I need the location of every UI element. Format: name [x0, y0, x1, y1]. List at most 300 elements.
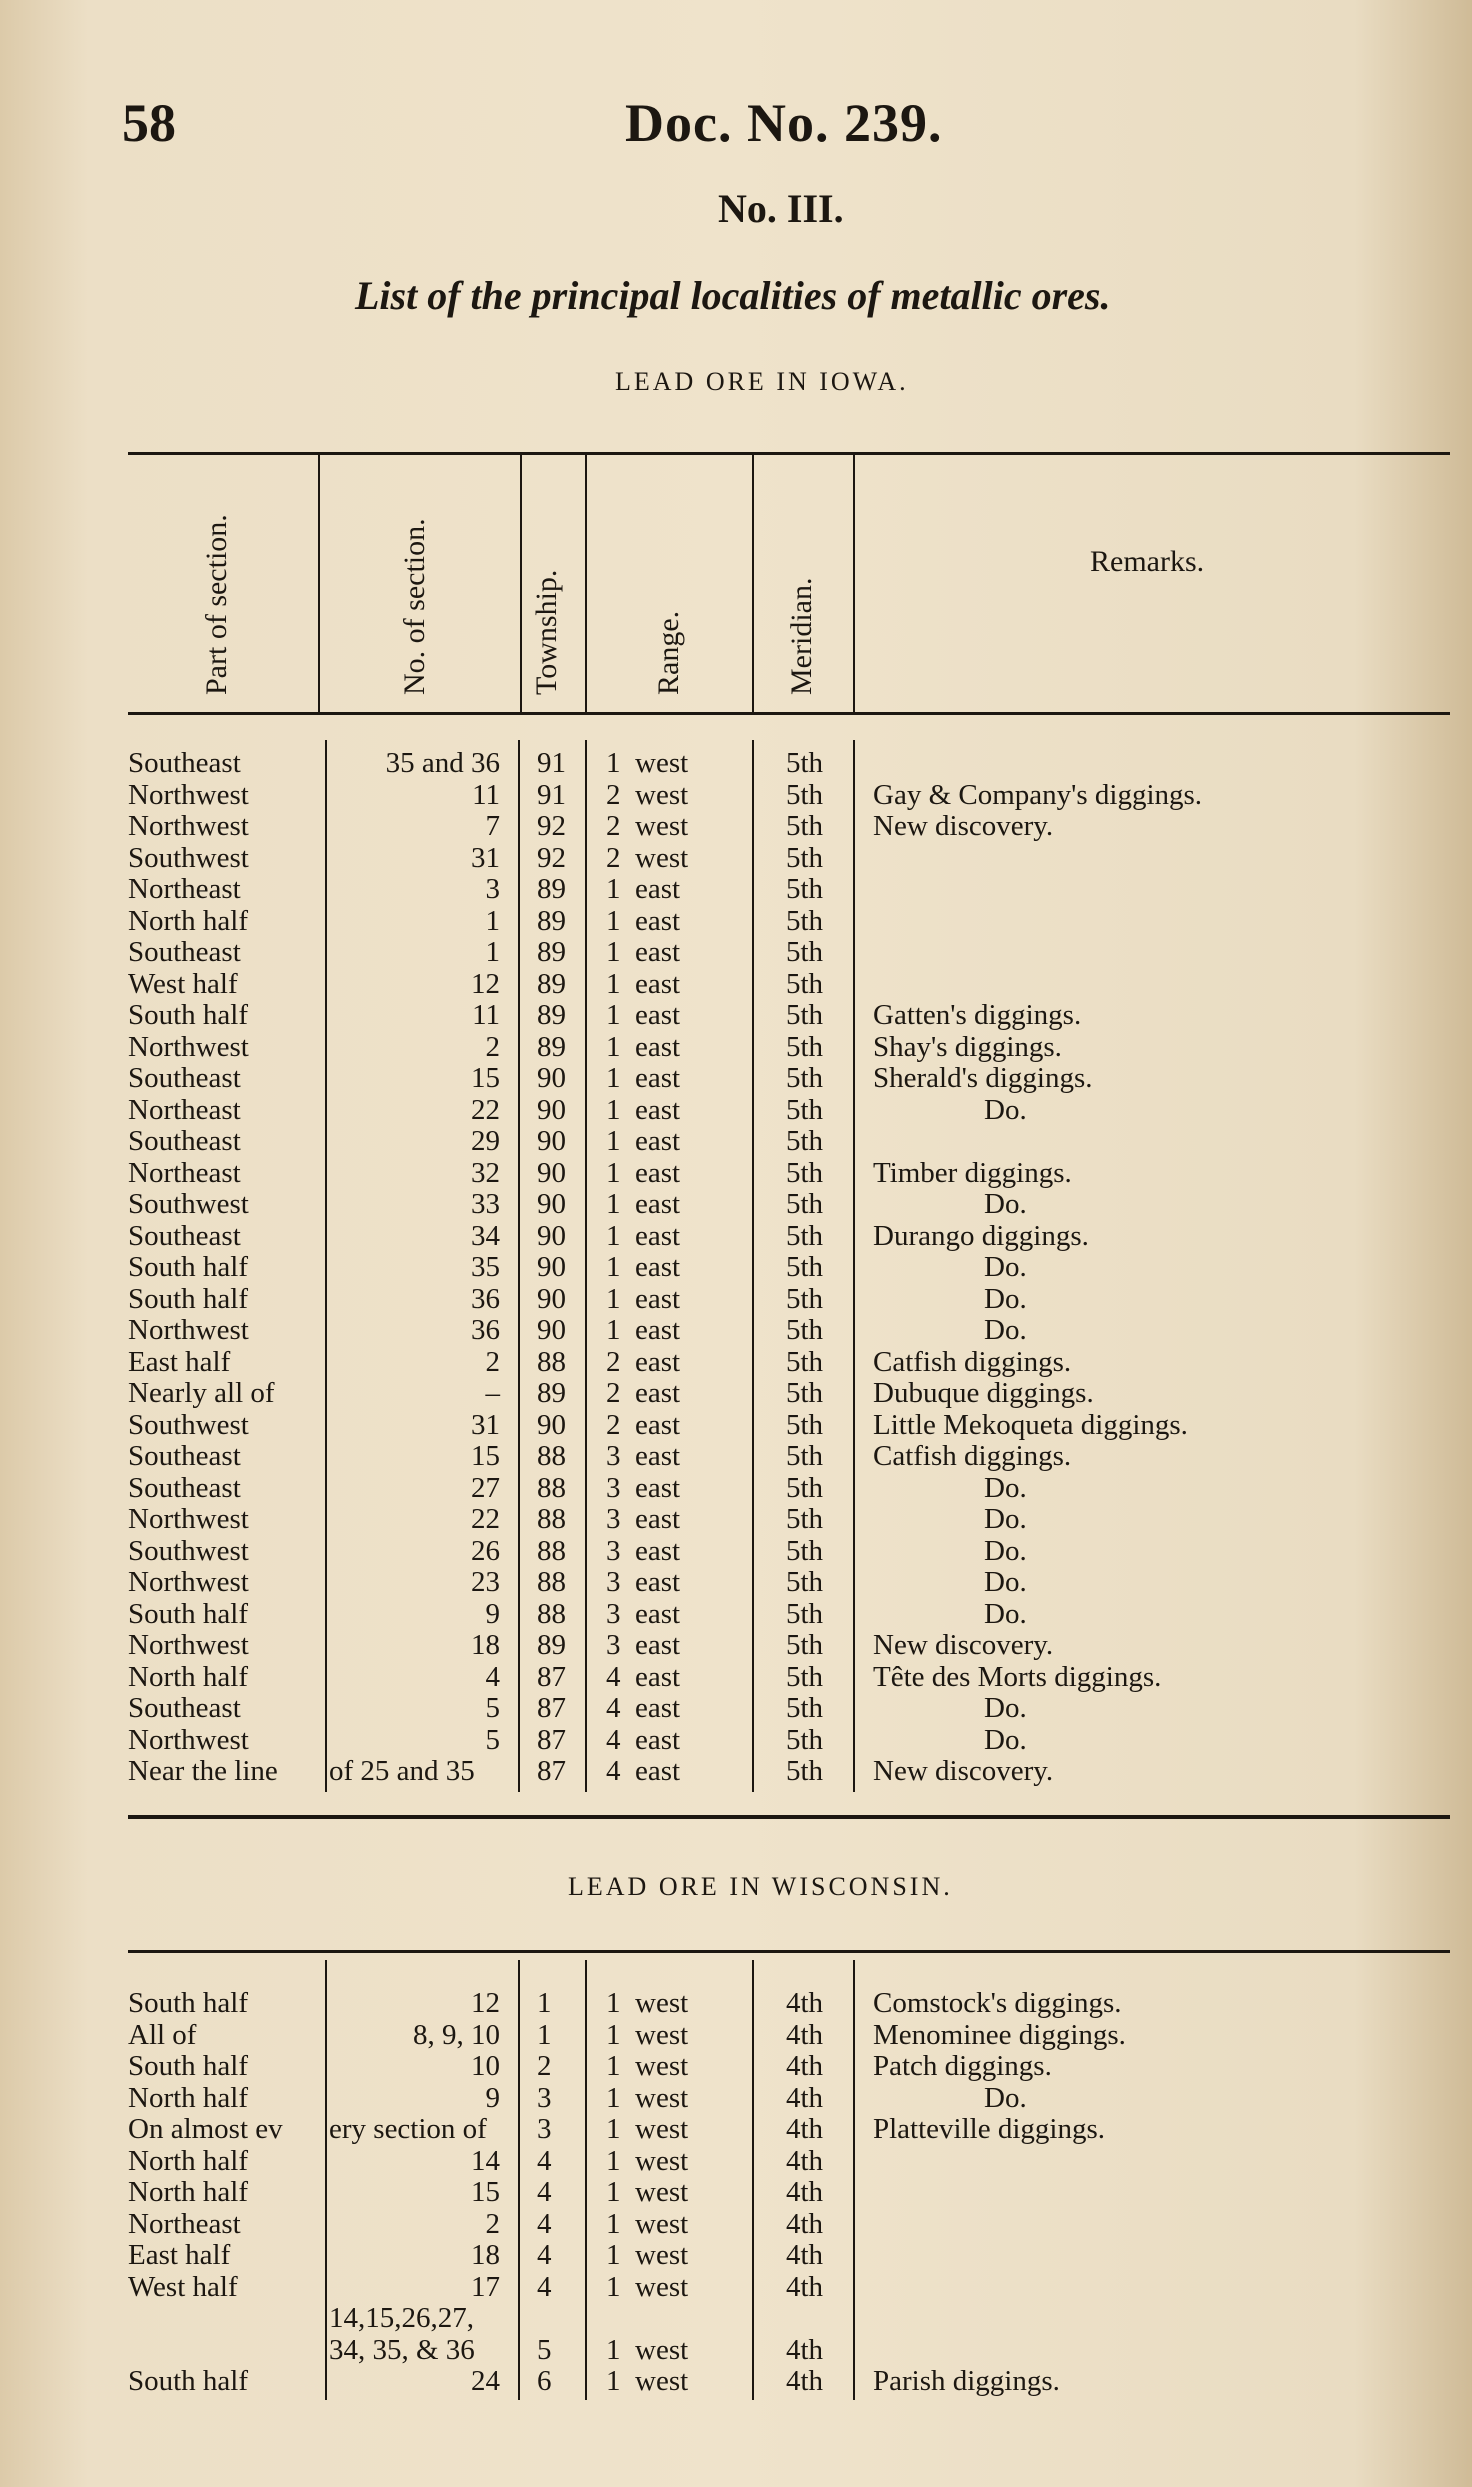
cell-township: 90	[537, 1314, 566, 1346]
cell-remarks: Do.	[984, 1692, 1027, 1724]
cell-meridian: 4th	[786, 2270, 824, 2303]
cell-remarks: Do.	[984, 1534, 1027, 1567]
table-row	[0, 2114, 1472, 2145]
cell-remarks: Timber diggings.	[873, 1156, 1072, 1189]
cell-meridian: 5th	[786, 1534, 824, 1567]
cell-range: 1 east	[606, 936, 681, 968]
cell-section-number: 7	[485, 810, 500, 842]
iowa-bottom-rule	[128, 1815, 1450, 1819]
cell-section-number: 22	[471, 1093, 500, 1126]
cell-remarks: Gay & Company's diggings.	[873, 778, 1203, 811]
cell-part-of-section: On almost ev	[128, 2113, 283, 2145]
cell-range: 1 east	[606, 967, 681, 1000]
table-row	[0, 906, 1472, 937]
cell-part-of-section: Northwest	[128, 778, 249, 811]
table-row	[0, 2366, 1472, 2397]
cell-remarks: Catfish diggings.	[873, 1345, 1072, 1378]
cell-township: 89	[537, 1629, 566, 1661]
cell-section-number: 10	[471, 2050, 500, 2082]
cell-range: 1 west	[606, 2050, 689, 2082]
cell-part-of-section: South half	[128, 999, 249, 1031]
cell-section-number: 2	[485, 1345, 500, 1378]
cell-township: 4	[537, 2270, 552, 2303]
cell-section-number: 24	[471, 2365, 500, 2397]
cell-range: 3 east	[606, 1440, 681, 1472]
cell-remarks: Do.	[984, 1597, 1027, 1630]
cell-meridian: 4th	[786, 2050, 824, 2082]
cell-remarks: Do.	[984, 1723, 1027, 1756]
cell-township: 88	[537, 1345, 566, 1378]
cell-township: 3	[537, 2081, 552, 2114]
cell-township: 90	[537, 1093, 566, 1126]
cell-range: 1 east	[606, 1093, 681, 1126]
table-row	[0, 1221, 1472, 1252]
cell-range: 4 east	[606, 1692, 681, 1724]
cell-meridian: 4th	[786, 2365, 824, 2397]
cell-meridian: 5th	[786, 1251, 824, 1283]
cell-section-number: –	[485, 1377, 500, 1409]
cell-part-of-section: West half	[128, 967, 238, 1000]
cell-township: 89	[537, 936, 566, 968]
cell-meridian: 5th	[786, 1408, 824, 1441]
cell-remarks: Gatten's diggings.	[873, 999, 1082, 1031]
cell-section-number: 18	[471, 1629, 500, 1661]
cell-township: 92	[537, 810, 566, 842]
table-row	[0, 2209, 1472, 2240]
cell-remarks: Catfish diggings.	[873, 1440, 1072, 1472]
cell-range: 1 east	[606, 999, 681, 1031]
cell-section-number: 17	[471, 2270, 500, 2303]
table-row	[0, 2272, 1472, 2303]
table-row	[0, 780, 1472, 811]
cell-range: 1 east	[606, 1156, 681, 1189]
cell-township: 2	[537, 2050, 552, 2082]
cell-meridian: 5th	[786, 999, 824, 1031]
table-row	[0, 1756, 1472, 1787]
cell-range: 2 west	[606, 841, 689, 874]
table-row	[0, 1378, 1472, 1409]
cell-part-of-section: Southeast	[128, 747, 241, 779]
table-row	[0, 2020, 1472, 2051]
table-row	[0, 969, 1472, 1000]
column-header-meridian: Meridian.	[785, 577, 818, 695]
cell-range: 2 east	[606, 1377, 681, 1409]
cell-township: 1	[537, 2018, 552, 2051]
cell-meridian: 4th	[786, 2144, 824, 2177]
cell-section-number: 2	[485, 2207, 500, 2240]
cell-range: 1 east	[606, 1188, 681, 1220]
cell-meridian: 5th	[786, 1566, 824, 1598]
cell-meridian: 5th	[786, 904, 824, 937]
cell-section-number: 35	[471, 1251, 500, 1283]
cell-section-number: 15	[471, 1062, 500, 1094]
cell-township: 87	[537, 1723, 566, 1756]
cell-part-of-section: Southeast	[128, 936, 241, 968]
cell-section-number: 18	[471, 2239, 500, 2271]
table-row	[0, 2240, 1472, 2271]
cell-section-number: 2	[485, 1030, 500, 1063]
column-divider	[585, 455, 587, 715]
cell-section-number: 3	[485, 873, 500, 905]
table-row	[0, 2146, 1472, 2177]
cell-remarks: Dubuque diggings.	[873, 1377, 1094, 1409]
cell-section-number: 11	[472, 999, 500, 1031]
cell-remarks: Do.	[984, 1566, 1027, 1598]
cell-meridian: 5th	[786, 1723, 824, 1756]
table-row	[0, 811, 1472, 842]
column-header-township: Township.	[530, 569, 563, 695]
cell-part-of-section: Southeast	[128, 1471, 241, 1504]
cell-township: 4	[537, 2176, 552, 2208]
cell-part-of-section: East half	[128, 2239, 231, 2271]
cell-meridian: 5th	[786, 1755, 824, 1787]
cell-remarks: Do.	[984, 1314, 1027, 1346]
table-row	[0, 937, 1472, 968]
cell-remarks: New discovery.	[873, 1755, 1054, 1787]
cell-township: 4	[537, 2239, 552, 2271]
cell-meridian: 5th	[786, 936, 824, 968]
cell-part-of-section: Southeast	[128, 1219, 241, 1252]
cell-remarks: Little Mekoqueta diggings.	[873, 1408, 1188, 1441]
cell-section-number: 9	[485, 2081, 500, 2114]
cell-section-number: 22	[471, 1503, 500, 1535]
table-row	[0, 1063, 1472, 1094]
table-row	[0, 1189, 1472, 1220]
cell-part-of-section: Northeast	[128, 1156, 241, 1189]
cell-remarks: Comstock's diggings.	[873, 1987, 1122, 2019]
cell-part-of-section: Southwest	[128, 1534, 249, 1567]
cell-meridian: 5th	[786, 1345, 824, 1378]
cell-meridian: 5th	[786, 1503, 824, 1535]
cell-part-of-section: South half	[128, 1282, 249, 1315]
cell-meridian: 5th	[786, 1597, 824, 1630]
cell-township: 3	[537, 2113, 552, 2145]
cell-part-of-section: Southwest	[128, 1188, 249, 1220]
cell-range: 1 west	[606, 2239, 689, 2271]
table-row	[0, 874, 1472, 905]
cell-range: 1 west	[606, 2270, 689, 2303]
cell-section-number: 33	[471, 1188, 500, 1220]
cell-section-number: 1	[485, 936, 500, 968]
cell-part-of-section: South half	[128, 1987, 249, 2019]
cell-section-number: 29	[471, 1125, 500, 1157]
cell-section-number: 15	[471, 2176, 500, 2208]
cell-meridian: 4th	[786, 2081, 824, 2114]
cell-range: 1 east	[606, 1314, 681, 1346]
table-row	[0, 1725, 1472, 1756]
cell-section-number: 8, 9, 10	[413, 2018, 500, 2051]
cell-meridian: 5th	[786, 1093, 824, 1126]
cell-meridian: 5th	[786, 778, 824, 811]
cell-township: 90	[537, 1062, 566, 1094]
cell-range: 1 west	[606, 2018, 689, 2051]
cell-section-number: 14	[471, 2144, 500, 2177]
cell-range: 1 east	[606, 1062, 681, 1094]
cell-meridian: 5th	[786, 1629, 824, 1661]
table-row	[0, 1662, 1472, 1693]
cell-township: 89	[537, 904, 566, 937]
cell-township: 90	[537, 1125, 566, 1157]
cell-range: 3 east	[606, 1534, 681, 1567]
cell-township: 90	[537, 1188, 566, 1220]
column-header-section: No. of section.	[398, 518, 431, 695]
list-title: List of the principal localities of metallic ores.	[355, 273, 1111, 318]
cell-remarks: Do.	[984, 1503, 1027, 1535]
cell-township: 90	[537, 1282, 566, 1315]
table-row	[0, 1567, 1472, 1598]
cell-range: 4 east	[606, 1755, 681, 1787]
cell-section-number: 14,15,26,27,	[329, 2302, 474, 2334]
cell-section-number: 5	[485, 1692, 500, 1724]
cell-range: 3 east	[606, 1566, 681, 1598]
cell-part-of-section: North half	[128, 2144, 248, 2177]
cell-section-number: 12	[471, 1987, 500, 2019]
cell-section-number: 12	[471, 967, 500, 1000]
cell-section-number: 15	[471, 1440, 500, 1472]
cell-township: 87	[537, 1755, 566, 1787]
cell-range: 3 east	[606, 1597, 681, 1630]
table-row	[0, 1988, 1472, 2019]
cell-range: 1 west	[606, 2113, 689, 2145]
cell-range: 1 east	[606, 1219, 681, 1252]
cell-meridian: 4th	[786, 2333, 824, 2366]
cell-part-of-section: South half	[128, 1251, 249, 1283]
cell-township: 90	[537, 1408, 566, 1441]
cell-meridian: 4th	[786, 2207, 824, 2240]
cell-section-number: 36	[471, 1314, 500, 1346]
cell-township: 89	[537, 873, 566, 905]
cell-section-number: 1	[485, 904, 500, 937]
cell-part-of-section: Southeast	[128, 1692, 241, 1724]
cell-remarks: Do.	[984, 1251, 1027, 1283]
cell-part-of-section: All of	[128, 2018, 197, 2051]
cell-part-of-section: North half	[128, 1660, 248, 1693]
cell-range: 2 west	[606, 810, 689, 842]
cell-township: 5	[537, 2333, 552, 2366]
cell-meridian: 5th	[786, 1219, 824, 1252]
cell-part-of-section: Southwest	[128, 1408, 249, 1441]
table-row	[0, 1284, 1472, 1315]
cell-township: 90	[537, 1219, 566, 1252]
cell-township: 87	[537, 1692, 566, 1724]
cell-range: 4 east	[606, 1660, 681, 1693]
table-row	[0, 843, 1472, 874]
cell-meridian: 5th	[786, 873, 824, 905]
cell-range: 1 west	[606, 2207, 689, 2240]
cell-remarks: New discovery.	[873, 810, 1054, 842]
table-row	[0, 748, 1472, 779]
page-number: 58	[122, 93, 176, 153]
table-row	[0, 1252, 1472, 1283]
table-row	[0, 1504, 1472, 1535]
cell-township: 88	[537, 1503, 566, 1535]
cell-remarks: Durango diggings.	[873, 1219, 1089, 1252]
cell-range: 1 east	[606, 1282, 681, 1315]
cell-section-number: 26	[471, 1534, 500, 1567]
cell-remarks: Do.	[984, 2081, 1027, 2114]
cell-remarks: Patch diggings.	[873, 2050, 1052, 2082]
cell-part-of-section: Northwest	[128, 1503, 249, 1535]
iowa-heading: LEAD ORE IN IOWA.	[615, 367, 909, 396]
cell-remarks: Sherald's diggings.	[873, 1062, 1093, 1094]
table-row	[0, 2177, 1472, 2208]
cell-part-of-section: Northeast	[128, 2207, 241, 2240]
table-row	[0, 1599, 1472, 1630]
table-top-rule	[128, 452, 1450, 455]
cell-part-of-section: North half	[128, 904, 248, 937]
cell-range: 1 west	[606, 2333, 689, 2366]
cell-remarks: Platteville diggings.	[873, 2113, 1105, 2145]
cell-range: 2 east	[606, 1345, 681, 1378]
cell-part-of-section: South half	[128, 2050, 249, 2082]
cell-section-number: 11	[472, 778, 500, 811]
column-header-range: Range.	[652, 610, 685, 695]
cell-part-of-section: Northwest	[128, 810, 249, 842]
wisconsin-heading: LEAD ORE IN WISCONSIN.	[568, 1872, 953, 1901]
cell-township: 4	[537, 2207, 552, 2240]
cell-meridian: 5th	[786, 1314, 824, 1346]
cell-township: 88	[537, 1566, 566, 1598]
section-number: No. III.	[718, 186, 844, 231]
cell-part-of-section: Southeast	[128, 1062, 241, 1094]
cell-township: 92	[537, 841, 566, 874]
cell-part-of-section: Northwest	[128, 1314, 249, 1346]
column-header-remarks: Remarks.	[1090, 545, 1205, 578]
cell-remarks: Tête des Morts diggings.	[873, 1660, 1162, 1693]
table-row	[0, 1315, 1472, 1346]
cell-meridian: 4th	[786, 2018, 824, 2051]
cell-range: 1 west	[606, 747, 689, 779]
cell-meridian: 5th	[786, 1156, 824, 1189]
cell-meridian: 5th	[786, 810, 824, 842]
cell-range: 1 east	[606, 873, 681, 905]
cell-meridian: 5th	[786, 1660, 824, 1693]
cell-range: 1 west	[606, 2144, 689, 2177]
cell-remarks: Parish diggings.	[873, 2365, 1060, 2397]
cell-part-of-section: Southeast	[128, 1125, 241, 1157]
cell-range: 1 east	[606, 1251, 681, 1283]
document-title: Doc. No. 239.	[625, 93, 943, 153]
cell-part-of-section: Northeast	[128, 1093, 241, 1126]
cell-part-of-section: Southeast	[128, 1440, 241, 1472]
cell-township: 88	[537, 1597, 566, 1630]
cell-township: 90	[537, 1251, 566, 1283]
cell-remarks: Do.	[984, 1471, 1027, 1504]
cell-township: 89	[537, 999, 566, 1031]
cell-section-number: 32	[471, 1156, 500, 1189]
cell-township: 87	[537, 1660, 566, 1693]
cell-meridian: 5th	[786, 1282, 824, 1315]
cell-range: 1 east	[606, 1125, 681, 1157]
column-header-part: Part of section.	[200, 514, 233, 695]
cell-township: 91	[537, 778, 566, 811]
cell-meridian: 5th	[786, 1471, 824, 1504]
table-row	[0, 1095, 1472, 1126]
cell-section-number: 9	[485, 1597, 500, 1630]
cell-part-of-section: Nearly all of	[128, 1377, 275, 1409]
cell-range: 1 west	[606, 2365, 689, 2397]
cell-part-of-section: East half	[128, 1345, 231, 1378]
cell-township: 89	[537, 1030, 566, 1063]
cell-part-of-section: Northwest	[128, 1566, 249, 1598]
cell-meridian: 5th	[786, 1377, 824, 1409]
cell-meridian: 5th	[786, 1030, 824, 1063]
cell-range: 1 east	[606, 1030, 681, 1063]
table-row	[0, 1158, 1472, 1189]
column-divider	[520, 455, 522, 715]
cell-township: 6	[537, 2365, 552, 2397]
table-row	[0, 2303, 1472, 2334]
cell-meridian: 4th	[786, 2239, 824, 2271]
cell-range: 3 east	[606, 1503, 681, 1535]
cell-section-number: 36	[471, 1282, 500, 1315]
cell-township: 88	[537, 1534, 566, 1567]
cell-remarks: Do.	[984, 1093, 1027, 1126]
cell-remarks: Shay's diggings.	[873, 1030, 1062, 1063]
table-row	[0, 2335, 1472, 2366]
cell-part-of-section: South half	[128, 2365, 249, 2397]
column-divider	[318, 455, 320, 715]
cell-range: 1 west	[606, 1987, 689, 2019]
cell-township: 90	[537, 1156, 566, 1189]
cell-section-number: 35 and 36	[385, 747, 500, 779]
cell-remarks: Menominee diggings.	[873, 2018, 1126, 2051]
cell-meridian: 5th	[786, 967, 824, 1000]
cell-meridian: 4th	[786, 2176, 824, 2208]
table-row	[0, 1630, 1472, 1661]
cell-meridian: 5th	[786, 1125, 824, 1157]
table-row	[0, 1410, 1472, 1441]
table-row	[0, 1441, 1472, 1472]
cell-section-number: 34, 35, & 36	[329, 2333, 475, 2366]
cell-range: 2 west	[606, 778, 689, 811]
cell-part-of-section: Southwest	[128, 841, 249, 874]
cell-part-of-section: North half	[128, 2176, 248, 2208]
cell-section-number: 31	[471, 841, 500, 874]
cell-meridian: 5th	[786, 747, 824, 779]
cell-meridian: 4th	[786, 2113, 824, 2145]
cell-part-of-section: North half	[128, 2081, 248, 2114]
cell-section-number: 23	[471, 1566, 500, 1598]
cell-remarks: New discovery.	[873, 1629, 1054, 1661]
cell-section-number: 34	[471, 1219, 500, 1252]
cell-range: 2 east	[606, 1408, 681, 1441]
cell-range: 1 west	[606, 2176, 689, 2208]
table-row	[0, 2083, 1472, 2114]
table-row	[0, 1032, 1472, 1063]
cell-township: 4	[537, 2144, 552, 2177]
table-row	[0, 1000, 1472, 1031]
cell-township: 88	[537, 1440, 566, 1472]
cell-section-number: ery section of	[329, 2113, 487, 2145]
table-row	[0, 1347, 1472, 1378]
table-row	[0, 1473, 1472, 1504]
cell-meridian: 5th	[786, 841, 824, 874]
table-row	[0, 1693, 1472, 1724]
cell-section-number: 5	[485, 1723, 500, 1756]
cell-section-number: of 25 and 35	[329, 1755, 475, 1787]
column-divider	[752, 455, 754, 715]
cell-part-of-section: West half	[128, 2270, 238, 2303]
cell-part-of-section: Northwest	[128, 1030, 249, 1063]
cell-section-number: 27	[471, 1471, 500, 1504]
table-row	[0, 1536, 1472, 1567]
cell-section-number: 4	[485, 1660, 500, 1693]
cell-meridian: 5th	[786, 1062, 824, 1094]
cell-remarks: Do.	[984, 1282, 1027, 1315]
table-row	[0, 2051, 1472, 2082]
column-divider	[853, 455, 855, 715]
